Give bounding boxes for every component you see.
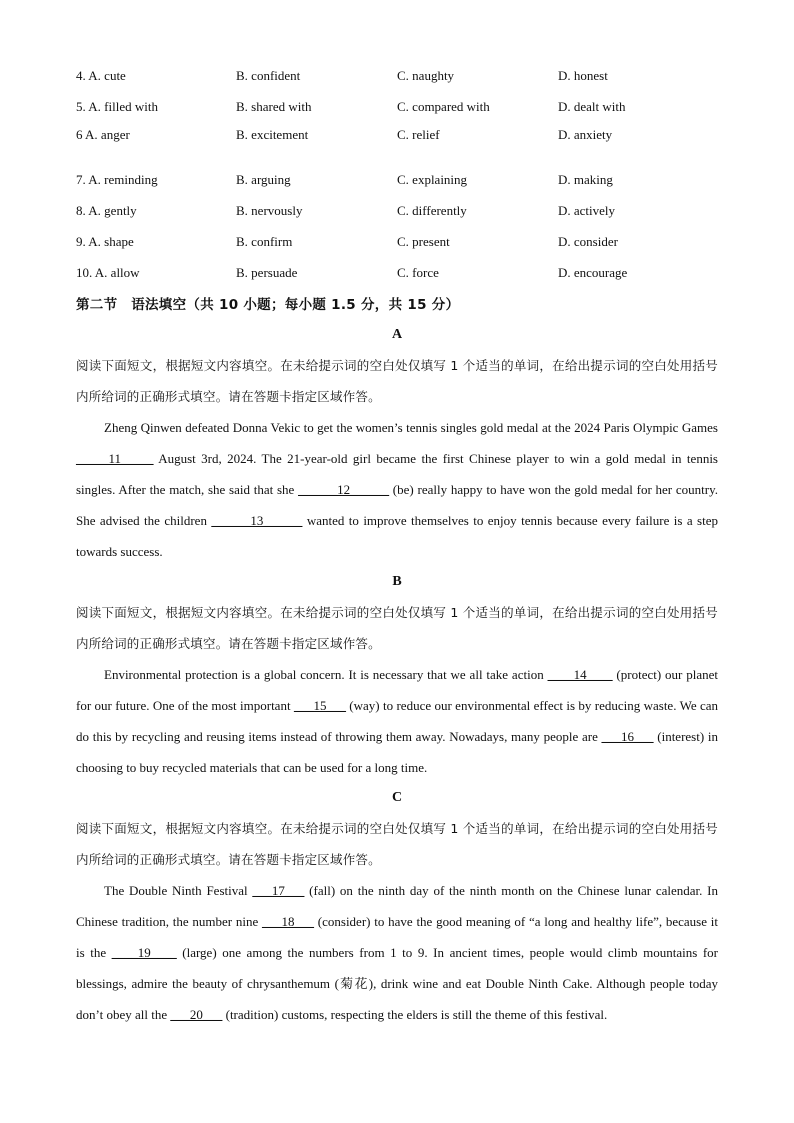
option-row <box>76 257 718 288</box>
option-c: C. explaining <box>397 172 468 187</box>
part-a-heading: A <box>391 327 403 342</box>
section-title: 第二节 语法填空（共 10 小题；每小题 1.5 分，共 15 分） <box>76 297 460 313</box>
option-b: B. confirm <box>236 234 293 249</box>
exam-page <box>76 60 718 1030</box>
option-d: D. anxiety <box>558 127 613 142</box>
part-b-passage <box>76 659 718 783</box>
blank-12: ______12______ <box>298 482 390 497</box>
passage-text: (consider) to have the good meaning of “a long and healthy life”, because it is the <box>76 914 719 960</box>
blank-18: ___18___ <box>262 914 315 929</box>
passage-text: Zheng Qinwen defeated Donna Vekic to get the women’s tennis singles gold medal at the 2024 Paris Olympic Games <box>104 420 718 435</box>
passage-text: (large) one among the numbers from 1 to 9. In ancient times, people would climb mountains for blessings, admire the beauty of chrysanthemum (菊花), drink wine and eat Double Ninth Cake. Although people today don’t obey all the <box>76 945 718 1022</box>
blank-14: ____14____ <box>547 667 613 682</box>
option-c: C. relief <box>397 127 440 142</box>
part-b-heading: B <box>392 574 402 589</box>
blank-11: _____11_____ <box>76 451 154 466</box>
option-a: 9. A. shape <box>76 234 134 249</box>
part-b-instruction: 阅读下面短文，根据短文内容填空。在未给提示词的空白处仅填写 1 个适当的单词，在给出提示词的空白处用括号内所给词的正确形式填空。请在答题卡指定区域作答。 <box>76 605 718 651</box>
option-row <box>76 226 718 257</box>
passage-text: (interest) in choosing to buy recycled materials that can be used for a long time. <box>76 729 718 775</box>
option-c: C. compared with <box>397 99 490 114</box>
option-a: 4. A. cute <box>76 68 126 83</box>
passage-text: wanted to improve themselves to enjoy tennis because every failure is a step towards success. <box>76 513 718 559</box>
option-a: 8. A. gently <box>76 203 137 218</box>
option-c: C. differently <box>397 203 467 218</box>
passage-text: Environmental protection is a global concern. It is necessary that we all take action <box>104 667 548 682</box>
option-row <box>76 60 718 91</box>
passage-text: (tradition) customs, respecting the elders is still the theme of this festival. <box>222 1007 608 1022</box>
passage-text: (fall) on the ninth day of the ninth month on the Chinese lunar calendar. In Chinese tradition, the number nine <box>76 883 718 929</box>
option-c: C. present <box>397 234 450 249</box>
option-d: D. honest <box>558 68 608 83</box>
option-c: C. naughty <box>397 68 455 83</box>
option-d: D. dealt with <box>558 99 626 114</box>
option-a: 7. A. reminding <box>76 172 158 187</box>
option-row <box>76 164 718 195</box>
passage-text: The Double Ninth Festival <box>104 883 253 898</box>
option-row <box>76 91 718 122</box>
passage-text: (be) really happy to have won the gold medal for her country. She advised the children <box>76 482 719 528</box>
blank-15: ___15___ <box>293 698 346 713</box>
part-a-passage <box>76 412 718 567</box>
option-b: B. shared with <box>236 99 312 114</box>
blank-16: ___16___ <box>601 729 654 744</box>
passage-text: (way) to reduce our environmental effect is by reducing waste. We can do this by recycling and reusing items instead of throwing them away. Nowadays, many people are <box>76 698 718 744</box>
part-a-instruction: 阅读下面短文，根据短文内容填空。在未给提示词的空白处仅填写 1 个适当的单词，在给出提示词的空白处用括号内所给词的正确形式填空。请在答题卡指定区域作答。 <box>76 358 718 404</box>
part-c-passage <box>76 875 718 1030</box>
option-d: D. encourage <box>558 265 628 280</box>
option-a: 5. A. filled with <box>76 99 158 114</box>
option-c: C. force <box>397 265 439 280</box>
option-a: 6 A. anger <box>76 127 130 142</box>
option-b: B. excitement <box>236 127 309 142</box>
option-row <box>76 195 718 226</box>
blank-13: ______13______ <box>211 513 303 528</box>
part-c-heading: C <box>391 790 403 805</box>
options-list <box>76 60 718 288</box>
option-d: D. actively <box>558 203 616 218</box>
option-b: B. confident <box>236 68 301 83</box>
option-a: 10. A. allow <box>76 265 140 280</box>
part-c-instruction: 阅读下面短文，根据短文内容填空。在未给提示词的空白处仅填写 1 个适当的单词，在给出提示词的空白处用括号内所给词的正确形式填空。请在答题卡指定区域作答。 <box>76 821 718 867</box>
option-b: B. arguing <box>236 172 291 187</box>
option-b: B. persuade <box>236 265 298 280</box>
option-d: D. making <box>558 172 613 187</box>
blank-17: ___17___ <box>252 883 305 898</box>
option-b: B. nervously <box>236 203 303 218</box>
passage-text: (protect) our planet for our future. One of the most important <box>76 667 718 713</box>
passage-text: August 3rd, 2024. The 21-year-old girl became the first Chinese player to win a gold medal in tennis singles. After the match, she said that she <box>76 451 718 497</box>
blank-19: ____19____ <box>111 945 177 960</box>
option-row <box>76 122 718 164</box>
blank-20: ___20___ <box>170 1007 223 1022</box>
option-d: D. consider <box>558 234 618 249</box>
